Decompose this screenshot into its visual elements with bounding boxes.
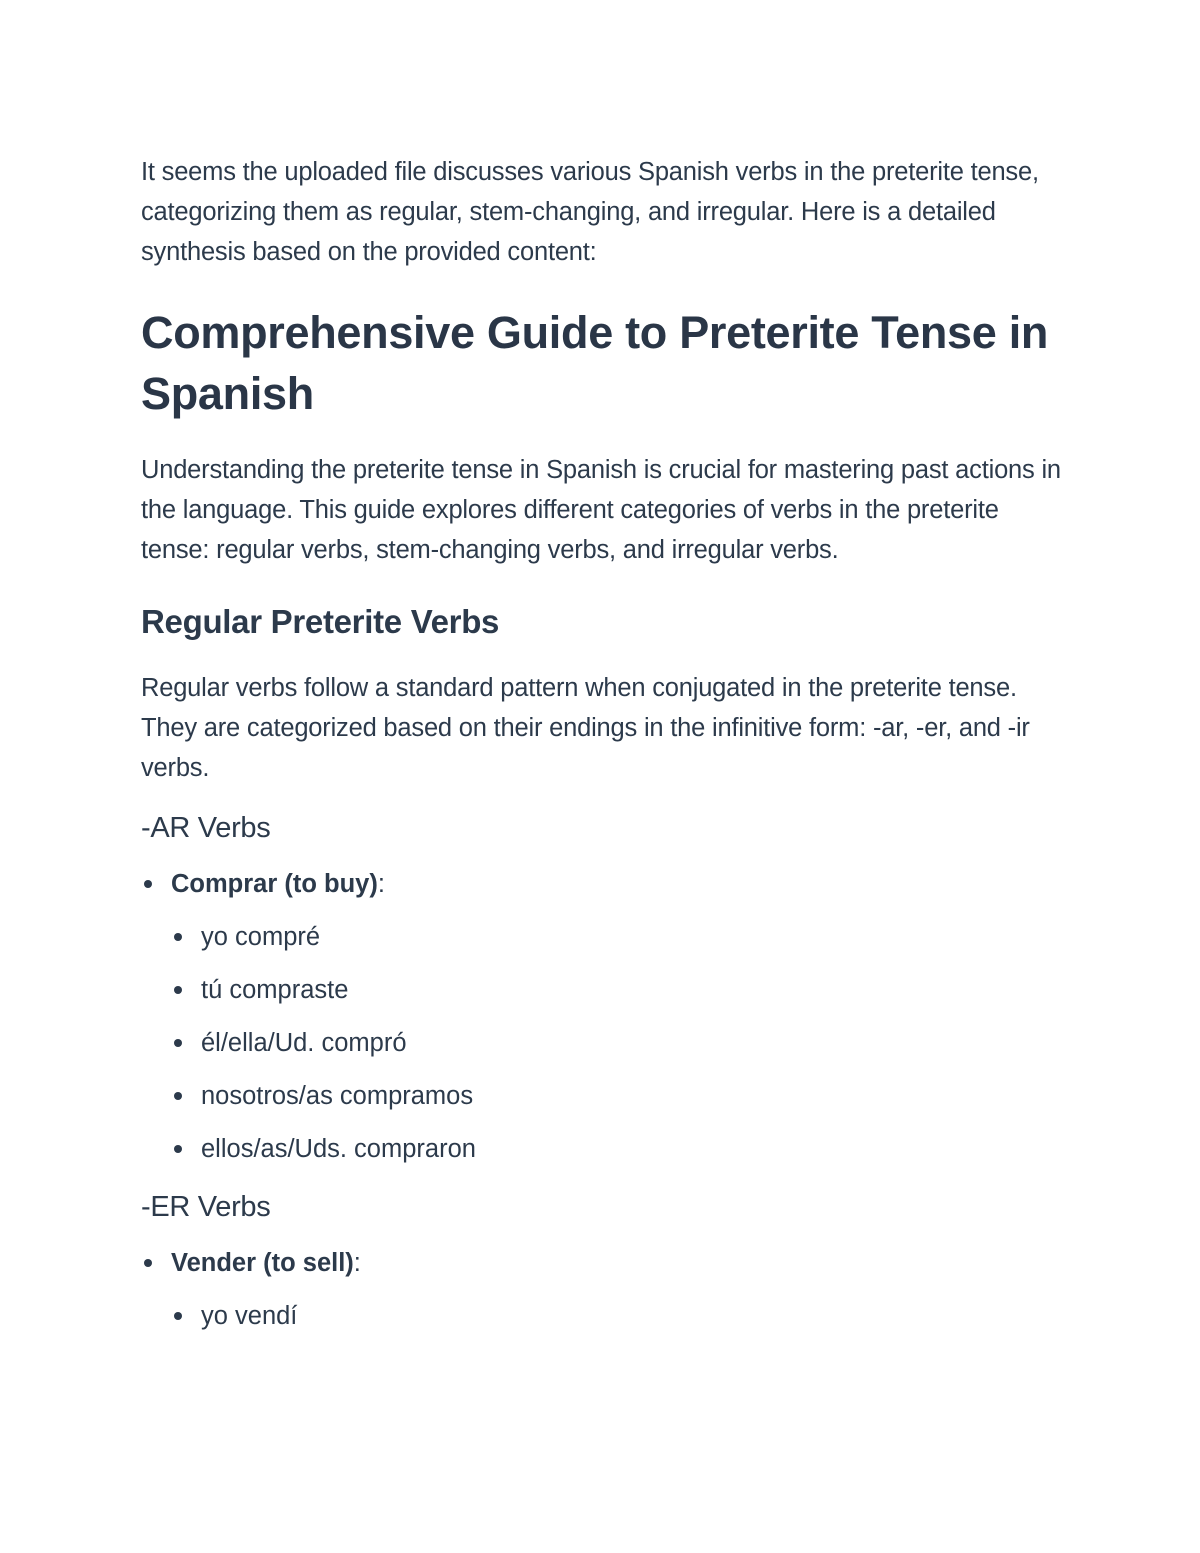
ar-verb-list [141,866,1061,1167]
document-content [141,152,1061,1334]
bullet-icon [174,1145,182,1153]
conjugation-text: yo compré [201,923,321,951]
bullet-icon [174,1092,182,1100]
bullet-icon [174,933,182,941]
conjugation-item [171,1131,1061,1167]
bullet-icon [174,1039,182,1047]
regular-verbs-description: Regular verbs follow a standard pattern when conjugated in the preterite tense. They are categorized based on their endings in the infinitive form: -ar, -er, and -ir verbs. [141,674,1030,782]
er-verbs-heading: -ER Verbs [141,1191,271,1223]
conjugation-list [171,919,1061,1167]
bullet-icon [144,880,152,888]
conjugation-text: yo vendí [201,1302,298,1330]
conjugation-item [171,1025,1061,1061]
regular-verbs-heading: Regular Preterite Verbs [141,603,500,640]
page-title: Comprehensive Guide to Preterite Tense in Spanish [141,307,1049,419]
verb-entry-comprar [141,866,1061,1167]
conjugation-text: él/ella/Ud. compró [201,1029,407,1057]
bullet-icon [144,1259,152,1267]
conjugation-item [171,1298,1061,1334]
intro-paragraph: It seems the uploaded file discusses various Spanish verbs in the preterite tense, categorizing them as regular, stem-changing, and irregular. Here is a detailed synthesis based on the provided content: [141,158,1039,266]
conjugation-list [171,1298,1061,1334]
conjugation-item [171,972,1061,1008]
verb-name: Comprar (to buy) [171,870,378,898]
conjugation-text: nosotros/as compramos [201,1082,474,1110]
verb-name: Vender (to sell) [171,1249,354,1277]
lead-paragraph: Understanding the preterite tense in Spanish is crucial for mastering past actions in the language. This guide explores different categories of verbs in the preterite tense: regular verbs, stem-changing verbs, and irregular verbs. [141,456,1061,564]
er-verb-list [141,1245,1061,1334]
verb-colon: : [377,870,385,898]
verb-entry-vender [141,1245,1061,1334]
bullet-icon [174,986,182,994]
conjugation-text: ellos/as/Uds. compraron [201,1135,476,1163]
ar-verbs-heading: -AR Verbs [141,812,271,844]
bullet-icon [174,1312,182,1320]
conjugation-item [171,919,1061,955]
verb-colon: : [353,1249,361,1277]
conjugation-item [171,1078,1061,1114]
conjugation-text: tú compraste [201,976,349,1004]
